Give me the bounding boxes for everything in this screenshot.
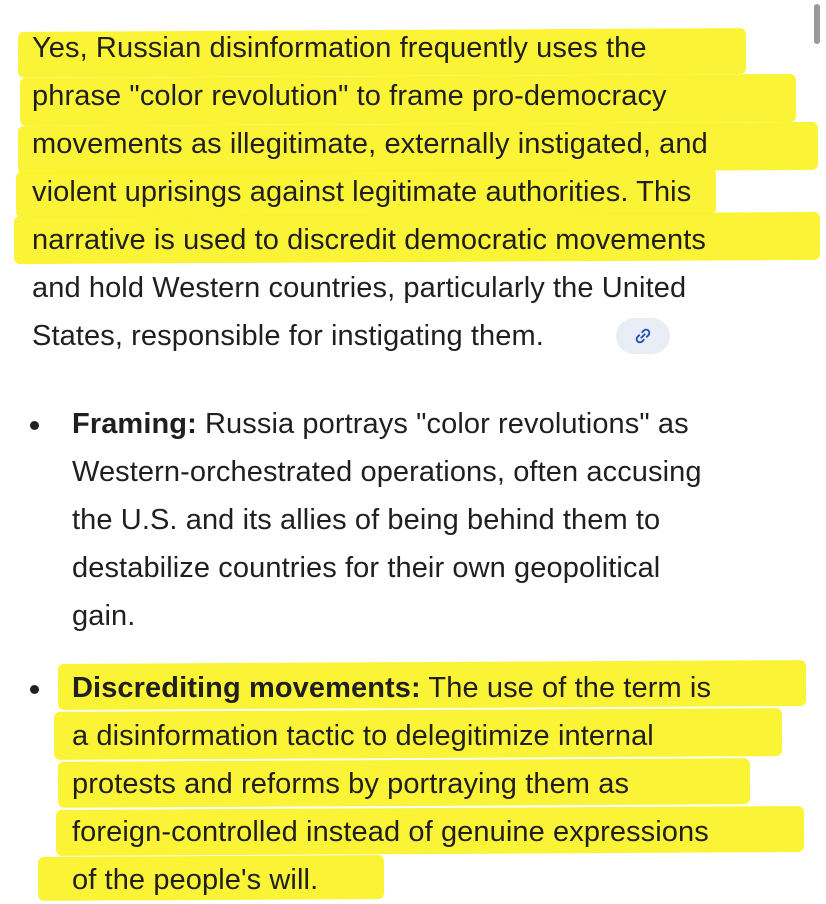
paragraph-line: phrase "color revolution" to frame pro-democracy — [32, 80, 667, 112]
bullet-text: The use of the term is — [420, 672, 712, 704]
paragraph-line: States, responsible for instigating them. — [32, 320, 544, 352]
bullet-line: foreign-controlled instead of genuine expressions — [72, 816, 709, 848]
paragraph-line: Yes, Russian disinformation frequently uses the — [32, 32, 647, 64]
bullet-line: a disinformation tactic to delegitimize internal — [72, 720, 654, 752]
bullet-line — [72, 400, 689, 448]
bullet-line: Western-orchestrated operations, often accusing — [72, 456, 702, 488]
scrollbar-thumb[interactable] — [814, 4, 820, 44]
paragraph-line: and hold Western countries, particularly the United — [32, 272, 687, 304]
bullet-line: gain. — [72, 600, 136, 632]
bullet-title: Discrediting movements: — [72, 672, 421, 704]
paragraph-line: violent uprisings against legitimate authorities. This — [32, 176, 692, 208]
bullet-line: the U.S. and its allies of being behind them to — [72, 504, 661, 536]
bullet-line: of the people's will. — [72, 864, 319, 896]
bullet-line: destabilize countries for their own geopolitical — [72, 552, 661, 584]
bullet-title: Framing: — [72, 408, 197, 440]
bullet-dot — [30, 685, 39, 694]
bullet-line — [72, 664, 711, 712]
bullet-dot — [30, 421, 39, 430]
source-link-button[interactable] — [616, 318, 670, 354]
bullet-text: Russia portrays "color revolutions" as — [196, 408, 689, 440]
link-icon — [633, 326, 653, 346]
bullet-line: protests and reforms by portraying them as — [72, 768, 630, 800]
paragraph-line: narrative is used to discredit democratic movements — [32, 224, 706, 256]
paragraph-line: movements as illegitimate, externally instigated, and — [32, 128, 708, 160]
